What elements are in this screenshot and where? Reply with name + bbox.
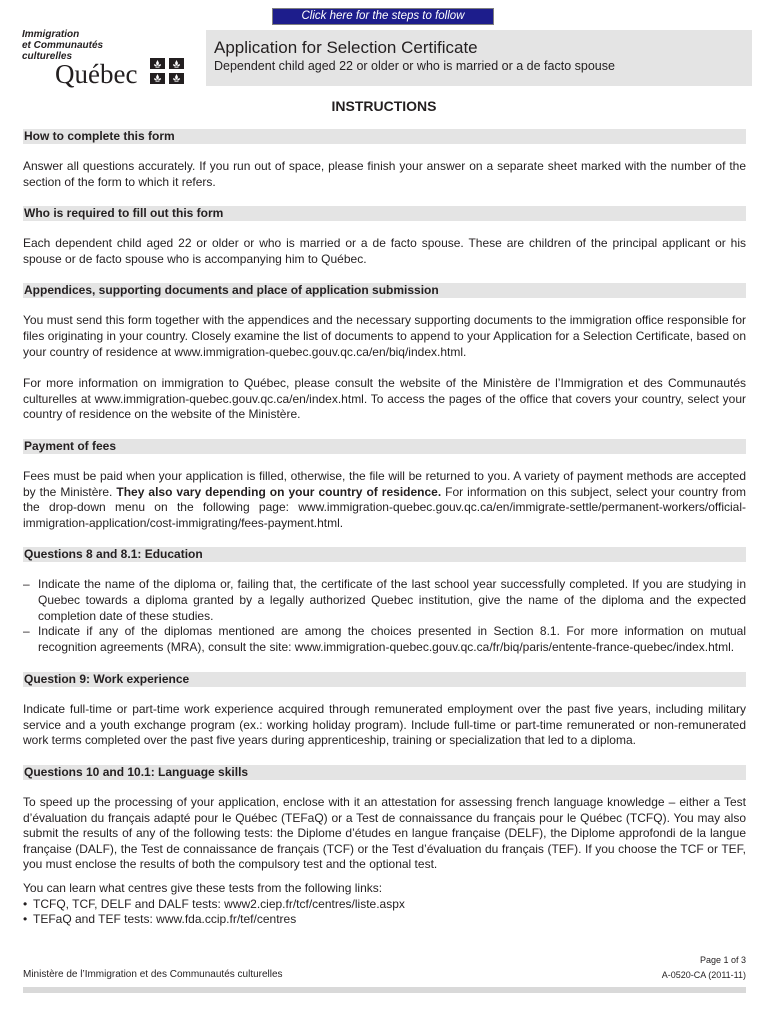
ministry-name [22, 29, 142, 62]
footer-divider [23, 987, 746, 993]
list-item-text: TCFQ, TCF, DELF and DALF tests: www2.ciep.fr/tcf/centres/liste.aspx [33, 896, 405, 911]
section-heading-how-to-complete: How to complete this form [23, 129, 746, 144]
steps-to-follow-link[interactable]: Click here for the steps to follow [272, 8, 494, 25]
instructions-body [23, 129, 746, 927]
form-title: Application for Selection Certificate [214, 38, 478, 57]
form-code: A-0520-CA (2011-11) [661, 970, 746, 980]
ministry-line-2: et Communautés [22, 40, 104, 51]
section-heading-appendices: Appendices, supporting documents and place of application submission [23, 283, 746, 298]
list-item [23, 577, 746, 624]
list-item-text: Indicate if any of the diplomas mentioned are among the choices presented in Section 8.1. For more information on mutual recognition agreements (MRA), consult the site: www.immigration-quebec.gouv.qc.ca/fr/biq/paris/entente-france-quebec/index.html. [38, 624, 746, 654]
section-heading-education: Questions 8 and 8.1: Education [23, 547, 746, 562]
fees-text-emphasis: They also vary depending on your country of residence. [116, 484, 442, 499]
instructions-heading: INSTRUCTIONS [331, 98, 437, 114]
list-item [23, 897, 746, 912]
quebec-wordmark: Québec [55, 59, 138, 89]
bullet-dot: • [23, 911, 28, 926]
section-heading-who-fills-form: Who is required to fill out this form [23, 206, 746, 221]
section-paragraph: Answer all questions accurately. If you run out of space, please finish your answer on a separate sheet marked with the number of the section of the form to which it refers. [23, 159, 746, 189]
list-item-text: TEFaQ and TEF tests: www.fda.ccip.fr/tef/centres [33, 911, 297, 926]
fees-paragraph [23, 469, 746, 531]
education-bullet-list [23, 577, 746, 655]
section-paragraph: Indicate full-time or part-time work experience acquired through remunerated employment over the past five years, including military service and a youth exchange program (ex.: working holiday program). Include full-time or part-time remunerated or non-remunerated work terms completed over the past five years during apprenticeship, training or specialization that led to a diploma. [23, 702, 746, 748]
dash-bullet: – [23, 624, 30, 639]
dash-bullet: – [23, 577, 30, 592]
test-centre-links [23, 897, 746, 927]
bullet-dot: • [23, 896, 28, 911]
section-paragraph: For more information on immigration to Québec, please consult the website of the Ministère de l’Immigration et des Communautés culturelles at www.immigration-quebec.gouv.qc.ca/en/index.html. To access the pages of the office that covers your country, select your country of residence on the website of the Ministère. [23, 376, 746, 422]
footer-ministry: Ministère de l’Immigration et des Communautés culturelles [23, 969, 283, 980]
section-paragraph: You must send this form together with the appendices and the necessary supporting documents to the immigration office responsible for files originating in your country. Closely examine the list of documents to append to your Application for a Selection Certificate, based on your country of residence at www.immigration-quebec.gouv.qc.ca/en/biq/index.html. [23, 313, 746, 359]
ministry-line-1: Immigration [22, 29, 80, 40]
section-heading-payment-of-fees: Payment of fees [23, 439, 746, 454]
fleurdelise-flag-icon [150, 58, 184, 84]
section-heading-work-experience: Question 9: Work experience [23, 672, 746, 687]
section-paragraph: You can learn what centres give these tests from the following links: [23, 881, 383, 896]
quebec-ministry-logo [22, 29, 200, 89]
list-item [23, 624, 746, 655]
section-paragraph: To speed up the processing of your application, enclose with it an attestation for assessing french language knowledge – either a Test d’évaluation du français adapté pour le Québec (TEFaQ) or a Test de connaissance du français pour le Québec (TCFQ). You may also submit the results of any of the following tests: the Diplome d’études en langue française (DELF), the Diplome approfondi de la langue française (DALF), the Test de connaissance de français (TCF) or the Test d’évaluation du français (TEF). If you choose the TCF or TEF, you must enclose the results of both the compulsory test and the optional test. [23, 795, 746, 872]
section-paragraph: Each dependent child aged 22 or older or who is married or a de facto spouse. These are children of the principal applicant or his spouse or de facto spouse who is accompanying him to Québec. [23, 236, 746, 266]
page-number: Page 1 of 3 [699, 955, 746, 965]
list-item-text: Indicate the name of the diploma or, failing that, the certificate of the last school year successfully completed. If you are studying in Quebec towards a diploma granted by a legally authorized Quebec institution, give the name of the diploma and the expected completion date of these studies. [38, 577, 746, 623]
list-item [23, 912, 746, 927]
fees-text-start: Fees must be paid when your application is filled, otherwise, the file will be returned to you. A variety of payment methods are accepted by the Ministère. [23, 468, 746, 499]
ministry-line-3: culturelles [22, 51, 73, 62]
section-heading-language-skills: Questions 10 and 10.1: Language skills [23, 765, 746, 780]
fees-text-end: For information on this subject, select your country from the drop-down menu on the following page: www.immigration-quebec.gouv.qc.ca/en/immigrate-settle/permanent-workers/official-immigration-application/cost-immigrating/fees-payment.html. [23, 484, 746, 530]
form-title-band [206, 30, 752, 86]
form-subtitle: Dependent child aged 22 or older or who is married or a de facto spouse [214, 59, 615, 73]
